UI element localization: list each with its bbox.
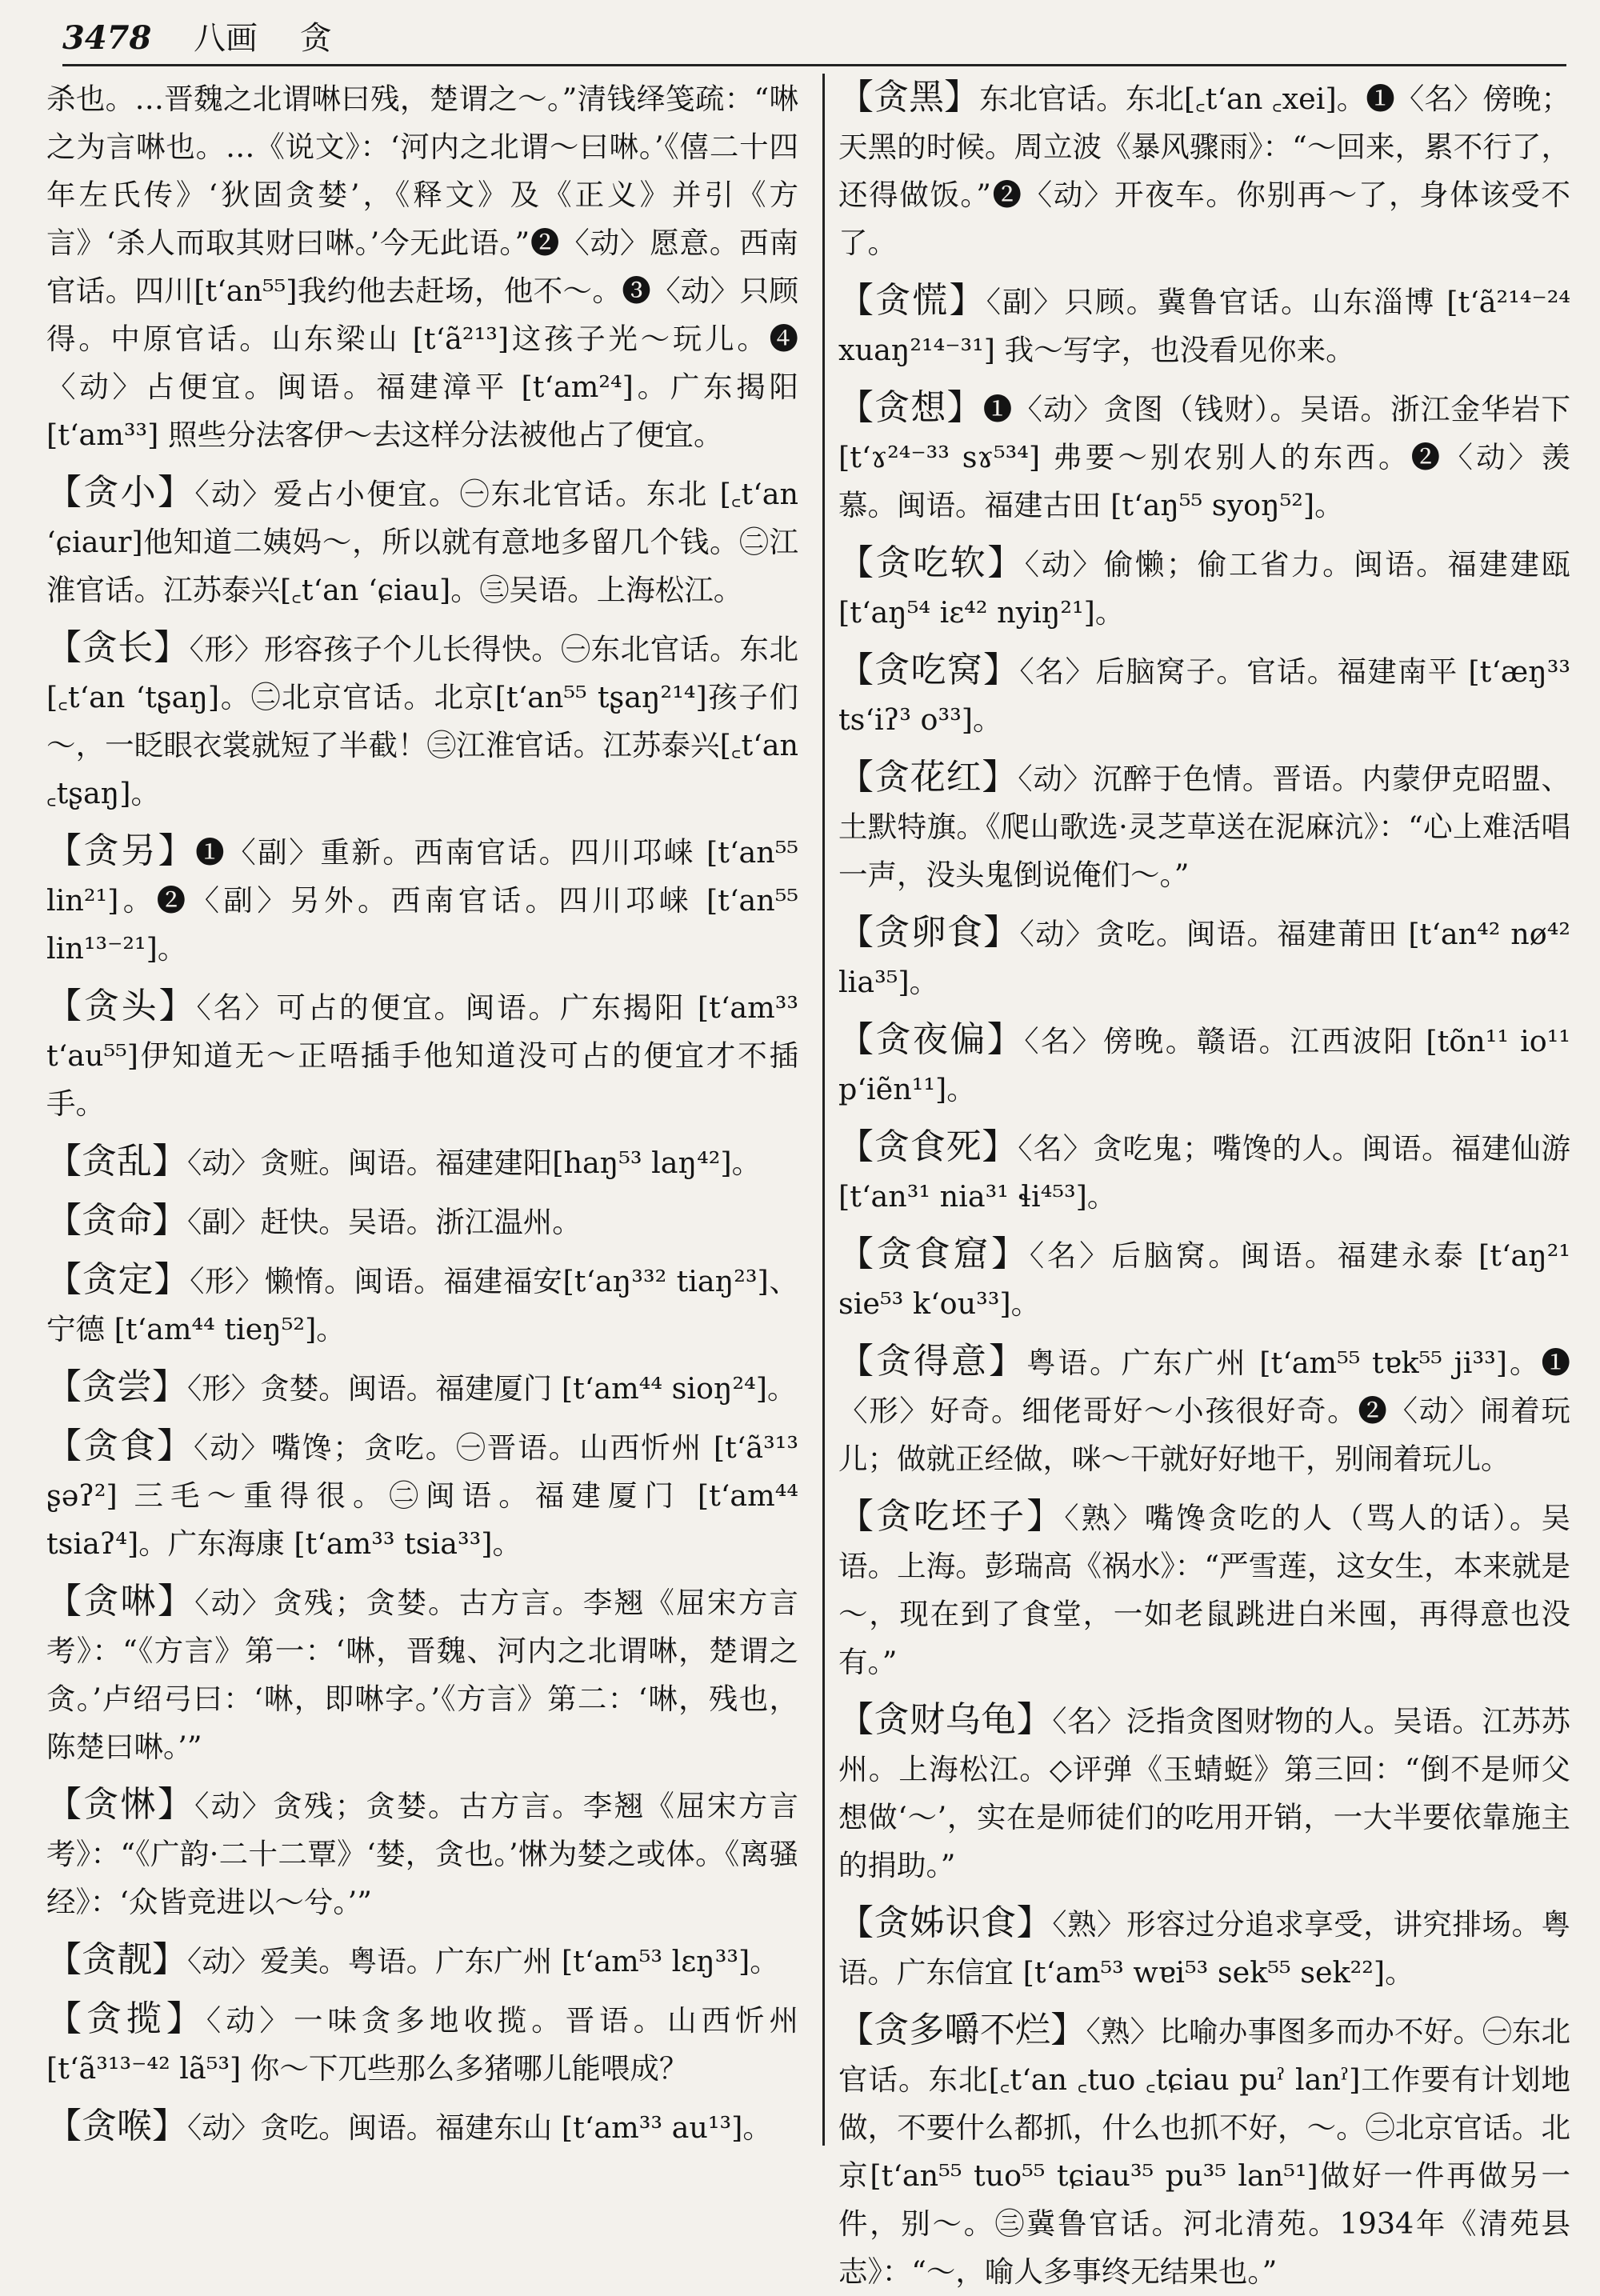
entry-text: 〈名〉泛指贪图财物的人。吴语。江苏苏州。上海松江。◇评弹《玉蜻蜓》第三回：“倒不是师父想做‘～’，实在是师徒们的吃用开销，一大半要依靠施主的捐助。”: [838, 1704, 1571, 1882]
dictionary-entry: [838, 384, 1570, 530]
dictionary-entry: [46, 982, 798, 1128]
entry-text: 〈动〉偷懒；偷工省力。闽语。福建建瓯 [t‘aŋ⁵⁴ iɛ⁴² nyiŋ²¹]。: [838, 547, 1571, 630]
entry-headword: 【贪得意】: [838, 1341, 1027, 1382]
entry-headword: 【贪小】: [46, 472, 195, 513]
entry-headword: 【贪乱】: [46, 1141, 187, 1182]
entry-text: 〈形〉懒惰。闽语。福建福安[t‘aŋ³³² tiaŋ²³]、宁德 [t‘am⁴⁴ tieŋ⁵²]。: [46, 1264, 798, 1346]
entry-headword: 【贪多嚼不烂】: [838, 2010, 1086, 2050]
page-header: [62, 14, 1566, 62]
dictionary-entry: [46, 1422, 798, 1568]
entry-headword: 【贪头】: [46, 986, 197, 1026]
entry-headword: 【贪食死】: [838, 1126, 1018, 1167]
entry-text: 〈动〉贪残；贪婪。古方言。李翘《屈宋方言考》：“《方言》第一：‘啉，晋魏、河内之北谓啉，楚谓之贪。’卢绍弓曰：‘啉，即啉字。’《方言》第二：‘啉，残也，陈楚曰啉。’”: [46, 1586, 799, 1764]
dictionary-entry: [838, 1123, 1570, 1221]
dictionary-entry: [838, 646, 1570, 744]
dictionary-entry: [46, 1578, 798, 1771]
dictionary-entry: [838, 1016, 1570, 1114]
entry-text: 〈动〉嘴馋；贪吃。㊀晋语。山西忻州 [t‘ã³¹³ ʂəʔ²] 三毛～重得很。㊁闽语。福建厦门 [t‘am⁴⁴ tsiaʔ⁴]。广东海康 [t‘am³³ tsia³³]。: [46, 1430, 798, 1561]
header-rule: [62, 64, 1566, 66]
entry-text: ❶〈动〉贪图（钱财）。吴语。浙江金华岩下 [t‘ɤ²⁴⁻³³ sɤ⁵³⁴] 弗要～别农别人的东西。❷〈动〉羡慕。闽语。福建古田 [t‘aŋ⁵⁵ syoŋ⁵²]。: [838, 392, 1571, 522]
entry-text: 〈名〉傍晚。赣语。江西波阳 [tõn¹¹ io¹¹ p‘iẽn¹¹]。: [838, 1024, 1570, 1106]
entry-text: 〈熟〉形容过分追求享受，讲究排场。粤语。广东信宜 [t‘am⁵³ wɐi⁵³ sek⁵⁵ sek²²]。: [838, 1907, 1571, 1990]
entry-headword: 【贪尝】: [46, 1366, 187, 1407]
dictionary-entry: [46, 1995, 798, 2093]
dictionary-entry: [46, 1781, 798, 1926]
dictionary-entry: [838, 539, 1570, 637]
dictionary-entry: [838, 1338, 1570, 1483]
entry-headword: 【贪吃软】: [838, 542, 1025, 583]
dictionary-entry: [838, 1230, 1570, 1328]
entry-text: 〈动〉贪残；贪婪。古方言。李翘《屈宋方言考》：“《广韵·二十二覃》‘婪，贪也。’惏为婪之或体。《离骚经》：‘众皆竞进以～兮。’”: [46, 1789, 799, 1919]
entry-headword: 【贪喉】: [46, 2106, 187, 2146]
dictionary-entry: [46, 1197, 798, 1246]
entry-text: 〈动〉爱占小便宜。㊀东北官话。东北 [꜀t‘an ‘ɕiaur]他知道二姨妈～，所以就有意地多留几个钱。㊁江淮官话。江苏泰兴[꜀t‘an ‘ɕiau]。㊂吴语。上海松江。: [46, 477, 798, 607]
entry-text: 东北官话。东北[꜀t‘an ꜀xei]。❶〈名〉傍晚；天黑的时候。周立波《暴风骤雨》：“～回来，累不行了，还得做饭。”❷〈动〉开夜车。你别再～了，身体该受不了。: [838, 82, 1570, 260]
entry-text: 〈名〉后脑窝。闽语。福建永泰 [t‘aŋ²¹ sie⁵³ k‘ou³³]。: [838, 1238, 1570, 1321]
dictionary-entry: [838, 1899, 1570, 1997]
entry-text: 〈形〉形容孩子个儿长得快。㊀东北官话。东北[꜀t‘an ‘tʂaŋ]。㊁北京官话。北京[t‘an⁵⁵ tʂaŋ²¹⁴]孩子们～，一眨眼衣裳就短了半截！㊂江淮官话。江苏泰兴[꜀t‘an ꜀tʂaŋ]。: [46, 632, 798, 810]
dictionary-entry: [46, 1138, 798, 1187]
entry-text: 〈形〉贪婪。闽语。福建厦门 [t‘am⁴⁴ sioŋ²⁴]。: [187, 1371, 797, 1406]
dictionary-entry: [46, 1256, 798, 1354]
entry-text: 〈动〉贪赃。闽语。福建建阳[haŋ⁵³ laŋ⁴²]。: [187, 1146, 762, 1180]
dictionary-entry: [838, 74, 1570, 267]
entry-text: 〈名〉贪吃鬼；嘴馋的人。闽语。福建仙游 [t‘an³¹ nia³¹ ɬi⁴⁵³]。: [838, 1131, 1571, 1214]
entry-headword: 【贪定】: [46, 1259, 190, 1300]
entry-headword: 【贪姊识食】: [838, 1902, 1053, 1943]
dictionary-entry: [838, 1493, 1570, 1686]
entry-headword: 【贪命】: [46, 1200, 187, 1241]
entry-text: 〈动〉爱美。粤语。广东广州 [t‘am⁵³ lɛŋ³³]。: [187, 1944, 779, 1978]
entry-text: 粤语。广东广州 [t‘am⁵⁵ tɐk⁵⁵ ji³³]。❶〈形〉好奇。细佬哥好～小孩很好奇。❷〈动〉闹着玩儿；做就正经做，咪～干就好好地干，别闹着玩儿。: [838, 1346, 1571, 1476]
entry-text: 〈动〉沉醉于色情。晋语。内蒙伊克昭盟、土默特旗。《爬山歌选·灵芝草送在泥麻沆》：“心上难活唱一声，没头鬼倒说俺们～。”: [838, 762, 1571, 892]
entry-text: 〈副〉只顾。冀鲁官话。山东淄博 [t‘ã²¹⁴⁻²⁴ xuaŋ²¹⁴⁻³¹] 我～写字，也没看见你来。: [838, 285, 1570, 367]
entry-text: 〈副〉赶快。吴语。浙江温州。: [187, 1205, 582, 1239]
entry-headword: 【贪长】: [46, 627, 190, 668]
entry-headword: 【贪吃窝】: [838, 650, 1020, 690]
dictionary-entry: [46, 1363, 798, 1413]
entry-text: 〈名〉可占的便宜。闽语。广东揭阳 [t‘am³³ t‘au⁵⁵]伊知道无～正唔插手他知道没可占的便宜才不插手。: [46, 990, 799, 1121]
entry-headword: 【贪卵食】: [838, 912, 1020, 953]
entry-headword: 【贪黑】: [838, 77, 980, 118]
entry-headword: 【贪啉】: [46, 1581, 195, 1622]
entry-headword: 【贪惏】: [46, 1784, 195, 1825]
dictionary-entry: [838, 754, 1570, 899]
dictionary-entry: [838, 909, 1570, 1006]
dictionary-entry: [46, 2102, 798, 2152]
dictionary-entry: [46, 624, 798, 818]
entry-text: 〈熟〉比喻办事图多而办不好。㊀东北官话。东北[꜀t‘an ꜀tuo ꜀tɕiau puˀ lanˀ]工作要有计划地做，不要什么都抓，什么也抓不好，～。㊁北京官话。北京[t‘an⁵⁵ tuo⁵⁵ tɕiau³⁵ pu³⁵ lan⁵¹]做好一件再做另一件，别～。㊂冀鲁官话。河北清苑。1934年《清苑县志》：“～，喻人多事终无结果也。”: [838, 2014, 1571, 2289]
page-number: 3478: [62, 19, 152, 57]
entry-text: ❶〈副〉重新。西南官话。四川邛崃 [t‘an⁵⁵ lin²¹]。❷〈副〉另外。西南官话。四川邛崃 [t‘an⁵⁵ lin¹³⁻²¹]。: [46, 835, 798, 966]
entry-headword: 【贪另】: [46, 830, 196, 871]
entry-headword: 【贪花红】: [838, 757, 1018, 798]
entry-headword: 【贪食】: [46, 1426, 194, 1466]
dictionary-entry: [46, 1936, 798, 1986]
stroke-section: 八画: [194, 20, 258, 57]
entry-text: 〈名〉后脑窝子。官话。福建南平 [t‘æŋ³³ ts‘iʔ³ o³³]。: [838, 654, 1570, 737]
dictionary-entry: [838, 1696, 1570, 1890]
dictionary-entry: [46, 827, 798, 973]
entry-text: 杀也。…晋魏之北谓啉曰残，楚谓之～。”清钱绎笺疏：“啉之为言啉也。…《说文》：‘河内之北谓～曰啉。’《僖二十四年左氏传》‘狄固贪婪’，《释文》及《正义》并引《方言》‘杀人而取其财曰啉。’今无此语。”❷〈动〉愿意。西南官话。四川[t‘an⁵⁵]我约他去赶场，他不～。❸〈动〉只顾得。中原官话。山东梁山 [t‘ã²¹³]这孩子光～玩儿。❹〈动〉占便宜。闽语。福建漳平 [t‘am²⁴]。广东揭阳 [t‘am³³] 照些分法客伊～去这样分法被他占了便宜。: [46, 82, 798, 452]
left-column: [46, 74, 798, 2146]
entry-headword: 【贪揽】: [46, 1998, 206, 2039]
entry-headword: 【贪想】: [838, 387, 983, 428]
dictionary-entry: [838, 2006, 1570, 2296]
entry-headword: 【贪夜偏】: [838, 1019, 1025, 1060]
entry-text: 〈动〉贪吃。闽语。福建莆田 [t‘an⁴² nø⁴² lia³⁵]。: [838, 917, 1570, 999]
dictionary-entry: [46, 469, 798, 614]
entry-text: 〈动〉一味贪多地收揽。晋语。山西忻州 [t‘ã³¹³⁻⁴² lã⁵³] 你～下兀些那么多猪哪儿能喂成？: [46, 2003, 799, 2086]
entry-headword: 【贪靓】: [46, 1939, 187, 1980]
entry-headword: 【贪吃坯子】: [838, 1496, 1065, 1537]
right-column: [838, 74, 1571, 2289]
dictionary-entry: [46, 74, 798, 459]
entry-headword: 【贪财乌龟】: [838, 1699, 1053, 1740]
entry-headword: 【贪慌】: [838, 280, 986, 321]
entry-text: 〈熟〉嘴馋贪吃的人（骂人的话）。吴语。上海。彭瑞高《祸水》：“严雪莲，这女生，本来就是～，现在到了食堂，一如老鼠跳进白米囤，再得意也没有。”: [838, 1501, 1571, 1679]
entry-text: 〈动〉贪吃。闽语。福建东山 [t‘am³³ au¹³]。: [187, 2110, 772, 2145]
header-character: 贪: [299, 20, 332, 57]
dictionary-entry: [838, 277, 1570, 374]
column-divider: [822, 74, 825, 2146]
entry-headword: 【贪食窟】: [838, 1234, 1030, 1274]
